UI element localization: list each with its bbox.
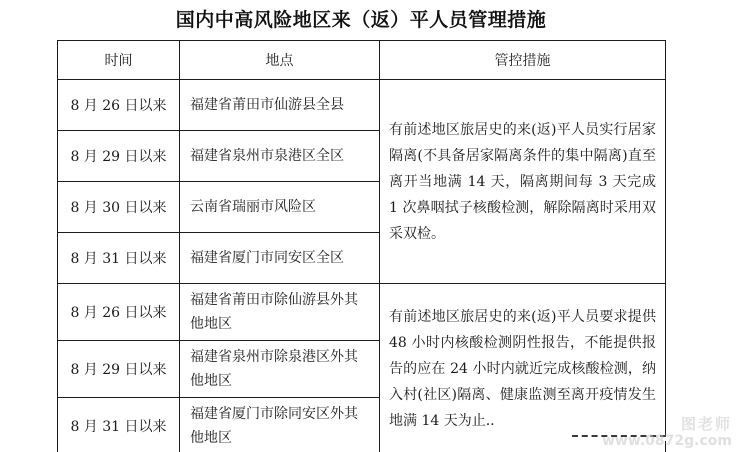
column-header-time: 时间 — [58, 41, 180, 80]
watermark-text-line1: 图老师 — [680, 415, 732, 433]
table-row — [58, 80, 666, 131]
location-cell: 福建省厦门市除同安区外其他地区 — [180, 398, 380, 452]
measures-cell-group1: 有前述地区旅居史的来(返)平人员实行居家隔离(不具备居家隔离条件的集中隔离)直至离开当地满 14 天，隔离期间每 3 天完成 1 次鼻咽拭子核酸检测，解除隔离时采用双采双检。 — [380, 80, 666, 284]
page-title: 国内中高风险地区来（返）平人员管理措施 — [175, 9, 547, 31]
measures-cell-group2: 有前述地区旅居史的来(返)平人员要求提供 48 小时内核酸检测阴性报告，不能提供报告的应在 24 小时内就近完成核酸检测，纳入村(社区)隔离、健康监测至离开疫情发生地满 14 天为止.. — [380, 284, 666, 452]
location-cell: 福建省莆田市仙游县全县 — [180, 80, 380, 131]
time-cell: 8 月 29 日以来 — [58, 131, 180, 182]
table-bottom-dashed-border — [572, 435, 666, 441]
time-cell: 8 月 30 日以来 — [58, 182, 180, 233]
table-row — [58, 284, 666, 341]
column-header-location: 地点 — [180, 41, 380, 80]
location-cell: 福建省泉州市除泉港区外其他地区 — [180, 341, 380, 398]
time-cell: 8 月 31 日以来 — [58, 398, 180, 452]
time-cell: 8 月 31 日以来 — [58, 233, 180, 284]
location-cell: 福建省厦门市同安区全区 — [180, 233, 380, 284]
column-header-measures: 管控措施 — [380, 41, 666, 80]
time-cell: 8 月 26 日以来 — [58, 80, 180, 131]
location-cell: 云南省瑞丽市风险区 — [180, 182, 380, 233]
management-measures-table — [57, 40, 666, 452]
table-header-row — [58, 41, 666, 80]
time-cell: 8 月 29 日以来 — [58, 341, 180, 398]
time-cell: 8 月 26 日以来 — [58, 284, 180, 341]
location-cell: 福建省莆田市除仙游县外其他地区 — [180, 284, 380, 341]
watermark-text-line2: www.0872g.com — [601, 433, 732, 449]
location-cell: 福建省泉州市泉港区全区 — [180, 131, 380, 182]
